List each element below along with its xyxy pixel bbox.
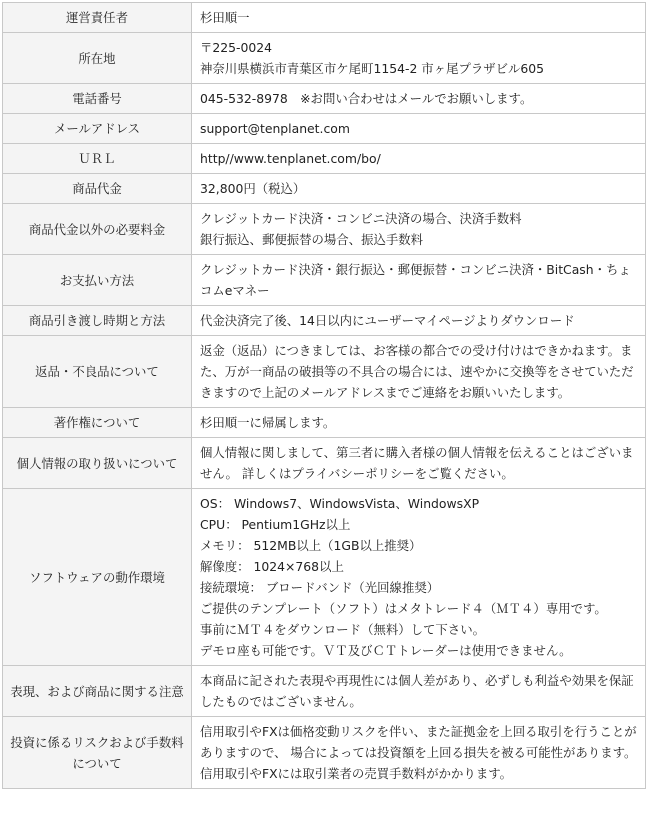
- value-line: 杉田順一に帰属します。: [200, 415, 336, 430]
- value-line: 045-532-8978 ※お問い合わせはメールでお願いします。: [200, 91, 533, 106]
- url-text: http//www.tenplanet.com/bo/: [200, 151, 381, 166]
- row-value: [192, 306, 646, 336]
- row-url: [3, 144, 646, 174]
- row-label: 商品代金以外の必要料金: [3, 204, 192, 255]
- value-line: 本商品に記された表現や再現性には個人差があり、必ずしも利益や効果を保証したものではございません。: [200, 673, 634, 709]
- value-line: 信用取引やFXは価格変動リスクを伴い、また証拠金を上回る取引を行うことがありますので、 場合によっては投資額を上回る損失を被る可能性があります。 信用取引やFXには取引業者の売買手数料がかかります。: [200, 724, 637, 781]
- row-label: 商品代金: [3, 174, 192, 204]
- row-value: [192, 666, 646, 717]
- row-label: ソフトウェアの動作環境: [3, 489, 192, 666]
- value-line: クレジットカード決済・コンビニ決済の場合、決済手数料: [200, 211, 522, 226]
- row-label: お支払い方法: [3, 255, 192, 306]
- value-line: 事前にＭＴ４をダウンロード（無料）して下さい。: [200, 622, 485, 637]
- value-line: 接続環境： ブロードバンド（光回線推奨）: [200, 580, 440, 595]
- value-line: 銀行振込、郵便振替の場合、振込手数料: [200, 232, 424, 247]
- row-payment: [3, 255, 646, 306]
- row-price: [3, 174, 646, 204]
- value-line: 〒225-0024: [200, 40, 273, 55]
- value-line: 代金決済完了後、14日以内にユーザーマイページよりダウンロード: [200, 313, 575, 328]
- value-line: 解像度： 1024×768以上: [200, 559, 344, 574]
- value-line: 返金（返品）につきましては、お客様の都合での受け付けはできかねます。また、万が一商品の破損等の不具合の場合には、速やかに交換等をさせていただきますので上記のメールアドレスまでご連絡をお願いいたします。: [200, 343, 634, 400]
- value-line: 個人情報に関しまして、第三者に購入者様の個人情報を伝えることはございません。 詳しくはプライバシーポリシーをご覧ください。: [200, 445, 634, 481]
- row-value: [192, 204, 646, 255]
- row-value: [192, 144, 646, 174]
- row-value: [192, 3, 646, 33]
- row-privacy: [3, 438, 646, 489]
- row-label: 投資に係るリスクおよび手数料について: [3, 717, 192, 789]
- row-label: ＵＲＬ: [3, 144, 192, 174]
- row-value: [192, 717, 646, 789]
- row-label: 運営責任者: [3, 3, 192, 33]
- row-value: [192, 438, 646, 489]
- email-text: support@tenplanet.com: [200, 121, 350, 136]
- row-value: [192, 33, 646, 84]
- row-address: [3, 33, 646, 84]
- row-label: 返品・不良品について: [3, 336, 192, 408]
- value-line: CPU： Pentium1GHz以上: [200, 517, 351, 532]
- row-disclaimer: [3, 666, 646, 717]
- row-label: 電話番号: [3, 84, 192, 114]
- row-label: 表現、および商品に関する注意: [3, 666, 192, 717]
- value-line: 32,800円（税込）: [200, 181, 306, 196]
- row-label: メールアドレス: [3, 114, 192, 144]
- row-value: [192, 174, 646, 204]
- row-email: [3, 114, 646, 144]
- row-label: 著作権について: [3, 408, 192, 438]
- value-line: ご提供のテンプレート（ソフト）はメタトレード４（ＭＴ４）専用です。: [200, 601, 607, 616]
- row-other-fees: [3, 204, 646, 255]
- value-line: 神奈川県横浜市青葉区市ケ尾町1154-2 市ヶ尾プラザビル605: [200, 61, 545, 76]
- row-label: 個人情報の取り扱いについて: [3, 438, 192, 489]
- row-phone: [3, 84, 646, 114]
- row-operator: [3, 3, 646, 33]
- value-line: OS： Windows7、WindowsVista、WindowsXP: [200, 496, 480, 511]
- value-line: 杉田順一: [200, 10, 250, 25]
- row-value: [192, 255, 646, 306]
- row-value: [192, 336, 646, 408]
- value-line: デモロ座も可能です。ＶＴ及びＣＴトレーダーは使用できません。: [200, 643, 572, 658]
- row-label: 商品引き渡し時期と方法: [3, 306, 192, 336]
- row-copyright: [3, 408, 646, 438]
- row-delivery: [3, 306, 646, 336]
- row-value: [192, 84, 646, 114]
- value-line: クレジットカード決済・銀行振込・郵便振替・コンビニ決済・BitCash・ちょコムeマネー: [200, 262, 631, 298]
- row-value: [192, 114, 646, 144]
- commerce-info-table: [2, 2, 646, 789]
- row-value: [192, 489, 646, 666]
- row-value: [192, 408, 646, 438]
- row-label: 所在地: [3, 33, 192, 84]
- value-line: メモリ： 512MB以上（1GB以上推奨）: [200, 538, 422, 553]
- row-software: [3, 489, 646, 666]
- row-risk: [3, 717, 646, 789]
- row-returns: [3, 336, 646, 408]
